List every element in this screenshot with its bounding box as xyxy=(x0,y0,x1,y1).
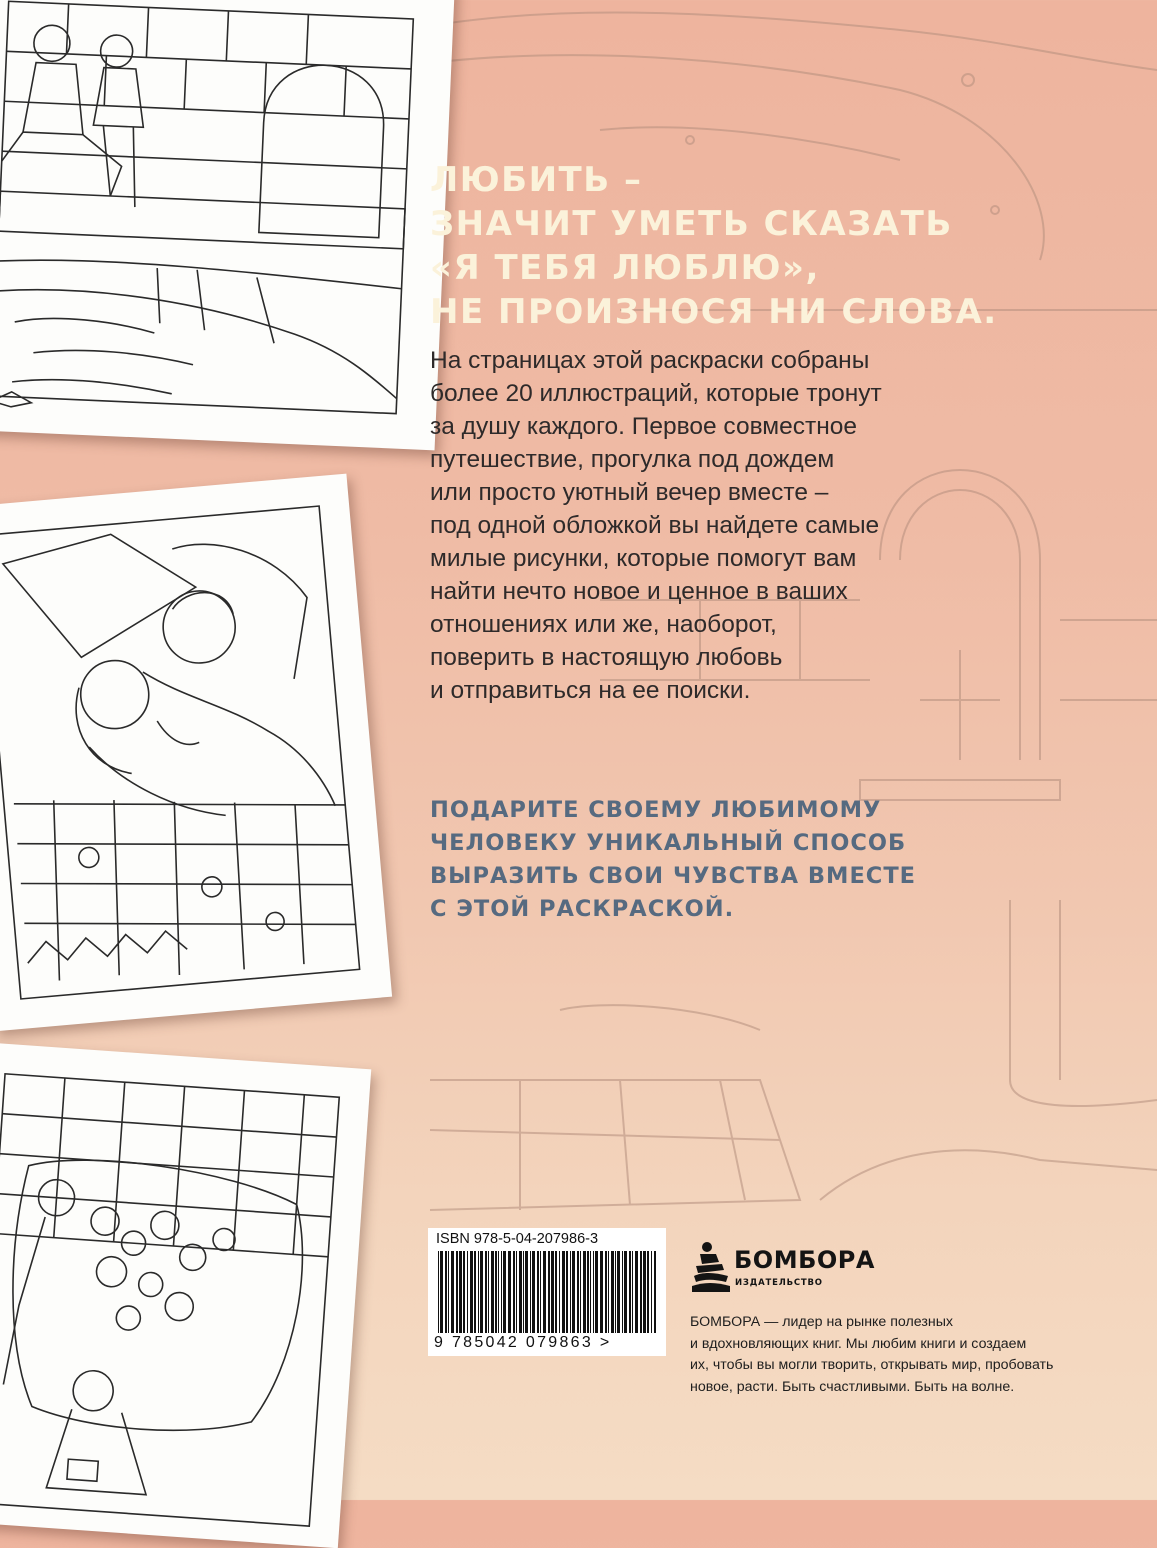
barcode-bar xyxy=(503,1251,506,1333)
barcode-bar xyxy=(559,1251,560,1333)
barcode-bar xyxy=(562,1251,565,1333)
couple-on-bridge-illustration xyxy=(0,0,455,450)
barcode-bar xyxy=(523,1251,524,1333)
headline-line: ЛЮБИТЬ – xyxy=(430,160,643,200)
barcode-bar xyxy=(467,1251,468,1333)
barcode-bar xyxy=(555,1251,557,1333)
barcode-bar xyxy=(501,1251,502,1333)
barcode-bar xyxy=(532,1251,535,1333)
barcode-digits: 9 785042 079863 > xyxy=(434,1334,612,1351)
isbn-label: ISBN 978-5-04-207986-3 xyxy=(436,1231,599,1247)
barcode-bar xyxy=(635,1251,638,1333)
barcode-bar xyxy=(470,1251,473,1333)
illustration-sheet-bathtub xyxy=(0,1042,371,1548)
publisher-name: БОМБОРА xyxy=(734,1246,875,1274)
barcode-bar xyxy=(577,1251,579,1333)
barcode-bars xyxy=(438,1251,656,1333)
cta-line: ВЫРАЗИТЬ СВОИ ЧУВСТВА ВМЕСТЕ xyxy=(430,863,917,889)
barcode-bar xyxy=(608,1251,609,1333)
couple-sleeping-illustration xyxy=(0,474,392,1032)
barcode-bar xyxy=(485,1251,487,1333)
illustration-sheet-bridge xyxy=(0,0,455,450)
barcode-bar xyxy=(548,1251,550,1333)
barcode-bar xyxy=(583,1251,586,1333)
barcode-bar xyxy=(495,1251,497,1333)
publisher-description-line: БОМБОРА — лидер на рынке полезных xyxy=(690,1314,953,1330)
publisher-logo xyxy=(692,1238,892,1308)
barcode-bar xyxy=(647,1251,649,1333)
barcode-bar xyxy=(440,1251,443,1333)
description-line: найти нечто новое и ценное в ваших xyxy=(430,578,848,605)
barcode-bar xyxy=(448,1251,449,1333)
barcode-bar xyxy=(463,1251,465,1333)
publisher-subtitle: ИЗДАТЕЛЬСТВО xyxy=(735,1278,823,1288)
barcode-bar xyxy=(593,1251,594,1333)
barcode-bar xyxy=(566,1251,568,1333)
publisher-description-line: их, чтобы вы могли творить, открывать мир, пробовать xyxy=(690,1357,1054,1373)
description-line: и отправиться на ее поиски. xyxy=(430,677,751,704)
barcode-bar xyxy=(438,1251,439,1333)
barcode-bar xyxy=(572,1251,575,1333)
barcode-bar xyxy=(590,1251,591,1333)
isbn-barcode xyxy=(428,1228,666,1356)
barcode-bar xyxy=(595,1251,598,1333)
description-line: за душу каждого. Первое совместное xyxy=(430,413,858,440)
cta-line: С ЭТОЙ РАСКРАСКОЙ. xyxy=(430,896,735,922)
barcode-bar xyxy=(651,1251,652,1333)
barcode-bar xyxy=(587,1251,589,1333)
publisher-description-line: и вдохновляющих книг. Мы любим книги и создаем xyxy=(690,1335,1027,1352)
barcode-bar xyxy=(474,1251,476,1333)
barcode-bar xyxy=(622,1251,623,1333)
barcode-bar xyxy=(617,1251,620,1333)
barcode-bar xyxy=(611,1251,614,1333)
description-line: милые рисунки, которые помогут вам xyxy=(430,545,857,572)
barcode-bar xyxy=(632,1251,633,1333)
description-line: отношениях или же, наоборот, xyxy=(430,611,777,638)
barcode-bar xyxy=(451,1251,454,1333)
barcode-bar xyxy=(629,1251,631,1333)
description-line: путешествие, прогулка под дождем xyxy=(430,446,835,473)
barcode-bar xyxy=(459,1251,462,1333)
barcode-bar xyxy=(580,1251,581,1333)
barcode-bar xyxy=(530,1251,531,1333)
headline-line: «Я ТЕБЯ ЛЮБЛЮ», xyxy=(430,248,820,288)
barcode-bar xyxy=(478,1251,479,1333)
cta-line: ПОДАРИТЕ СВОЕМУ ЛЮБИМОМУ xyxy=(430,797,882,823)
barcode-bar xyxy=(570,1251,571,1333)
description-line: более 20 иллюстраций, которые тронут xyxy=(430,380,882,407)
publisher-description-line: новое, расти. Быть счастливыми. Быть на волне. xyxy=(690,1378,1015,1395)
headline-line: НЕ ПРОИЗНОСЯ НИ СЛОВА. xyxy=(430,292,998,332)
barcode-bar xyxy=(456,1251,458,1333)
barcode-bar xyxy=(525,1251,528,1333)
description-line: или просто уютный вечер вместе – xyxy=(430,479,829,506)
barcode-bar xyxy=(516,1251,517,1333)
barcode-bar xyxy=(445,1251,447,1333)
headline xyxy=(430,158,1130,334)
book-description xyxy=(430,344,1130,707)
description-line: На страницах этой раскраски собраны xyxy=(430,347,870,374)
call-to-action xyxy=(430,794,1130,926)
barcode-bar xyxy=(615,1251,616,1333)
barcode-bar xyxy=(491,1251,494,1333)
illustration-sheet-sleeping xyxy=(0,474,392,1032)
description-line: поверить в настоящую любовь xyxy=(430,644,783,671)
barcode-bar xyxy=(551,1251,554,1333)
barcode-bar xyxy=(643,1251,646,1333)
barcode-bar xyxy=(519,1251,522,1333)
barcode-bar xyxy=(605,1251,607,1333)
wave-rider-icon xyxy=(692,1240,730,1292)
cta-line: ЧЕЛОВЕКУ УНИКАЛЬНЫЙ СПОСОБ xyxy=(430,830,907,856)
barcode-bar xyxy=(537,1251,539,1333)
barcode-bar xyxy=(624,1251,627,1333)
barcode-bar xyxy=(480,1251,483,1333)
headline-line: ЗНАЧИТ УМЕТЬ СКАЗАТЬ xyxy=(430,204,953,244)
publisher-description xyxy=(690,1312,1150,1398)
barcode-bar xyxy=(543,1251,546,1333)
barcode-bar xyxy=(513,1251,515,1333)
barcode-bar xyxy=(498,1251,499,1333)
couple-bathtub-illustration xyxy=(0,1042,371,1548)
barcode-bar xyxy=(600,1251,603,1333)
barcode-bar xyxy=(488,1251,489,1333)
barcode-bar xyxy=(654,1251,656,1333)
description-line: под одной обложкой вы найдете самые xyxy=(430,512,880,539)
barcode-bar xyxy=(640,1251,642,1333)
barcode-bar xyxy=(540,1251,541,1333)
barcode-bar xyxy=(508,1251,511,1333)
